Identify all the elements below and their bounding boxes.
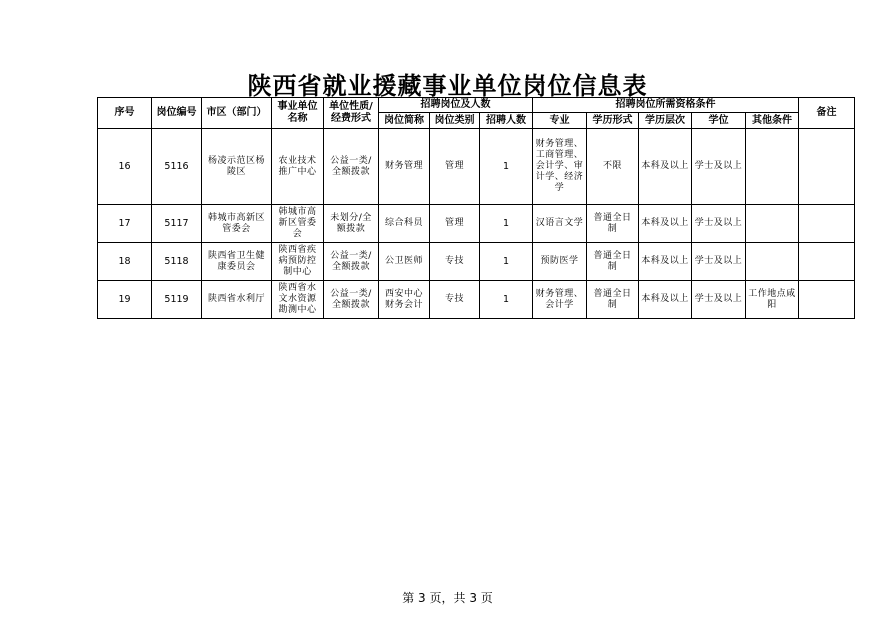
cell-seq: 18	[98, 243, 152, 281]
cell-post-type: 专技	[430, 243, 480, 281]
cell-city: 杨凌示范区杨陵区	[202, 129, 272, 205]
header-edu-form: 学历形式	[587, 113, 639, 129]
cell-post-name: 公卫医师	[379, 243, 430, 281]
cell-other	[746, 129, 799, 205]
cell-seq: 19	[98, 281, 152, 319]
header-degree: 学位	[692, 113, 746, 129]
table-row	[98, 129, 855, 205]
cell-edu-form: 不限	[587, 129, 639, 205]
cell-nature: 公益一类/全额拨款	[324, 129, 379, 205]
cell-count: 1	[480, 281, 533, 319]
cell-count: 1	[480, 129, 533, 205]
cell-major: 财务管理、会计学	[533, 281, 587, 319]
table-row	[98, 281, 855, 319]
cell-edu-form: 普通全日制	[587, 281, 639, 319]
cell-post-name: 西安中心财务会计	[379, 281, 430, 319]
cell-unit: 陕西省疾病预防控制中心	[272, 243, 324, 281]
cell-edu-level: 本科及以上	[639, 281, 692, 319]
cell-count: 1	[480, 205, 533, 243]
cell-unit: 农业技术推广中心	[272, 129, 324, 205]
header-edu-level: 学历层次	[639, 113, 692, 129]
cell-post-type: 管理	[430, 205, 480, 243]
table-row	[98, 205, 855, 243]
cell-remarks	[799, 129, 855, 205]
cell-remarks	[799, 205, 855, 243]
cell-post-type: 管理	[430, 129, 480, 205]
cell-degree: 学士及以上	[692, 129, 746, 205]
cell-post-name: 财务管理	[379, 129, 430, 205]
header-nature: 单位性质/经费形式	[324, 98, 379, 129]
cell-other	[746, 243, 799, 281]
cell-nature: 公益一类/全额拨款	[324, 243, 379, 281]
cell-degree: 学士及以上	[692, 281, 746, 319]
header-row-1	[98, 98, 855, 113]
cell-nature: 未划分/全额拨款	[324, 205, 379, 243]
cell-code: 5117	[152, 205, 202, 243]
page-title: 陕西省就业援藏事业单位岗位信息表	[247, 71, 648, 100]
cell-major: 汉语言文学	[533, 205, 587, 243]
cell-unit: 韩城市高新区管委会	[272, 205, 324, 243]
header-count: 招聘人数	[480, 113, 533, 129]
cell-edu-level: 本科及以上	[639, 129, 692, 205]
cell-city: 陕西省水利厅	[202, 281, 272, 319]
cell-code: 5118	[152, 243, 202, 281]
page-number: 第 3 页，共 3 页	[402, 591, 493, 605]
cell-city: 韩城市高新区管委会	[202, 205, 272, 243]
cell-edu-form: 普通全日制	[587, 243, 639, 281]
cell-edu-level: 本科及以上	[639, 243, 692, 281]
header-post-code: 岗位编号	[152, 98, 202, 129]
cell-city: 陕西省卫生健康委员会	[202, 243, 272, 281]
table-row	[98, 243, 855, 281]
cell-degree: 学士及以上	[692, 243, 746, 281]
job-info-table	[97, 97, 855, 319]
cell-code: 5116	[152, 129, 202, 205]
header-remarks: 备注	[799, 98, 855, 129]
cell-edu-form: 普通全日制	[587, 205, 639, 243]
cell-major: 财务管理、工商管理、会计学、审计学、经济学	[533, 129, 587, 205]
header-group-requirements: 招聘岗位所需资格条件	[533, 98, 799, 113]
header-group-recruit: 招聘岗位及人数	[379, 98, 533, 113]
cell-unit: 陕西省水文水资源勘测中心	[272, 281, 324, 319]
cell-count: 1	[480, 243, 533, 281]
cell-seq: 17	[98, 205, 152, 243]
cell-nature: 公益一类/全额拨款	[324, 281, 379, 319]
cell-remarks	[799, 243, 855, 281]
cell-code: 5119	[152, 281, 202, 319]
cell-post-name: 综合科员	[379, 205, 430, 243]
cell-remarks	[799, 281, 855, 319]
cell-other: 工作地点咸阳	[746, 281, 799, 319]
header-city: 市区（部门）	[202, 98, 272, 129]
header-post-type: 岗位类别	[430, 113, 480, 129]
header-seq: 序号	[98, 98, 152, 129]
cell-post-type: 专技	[430, 281, 480, 319]
header-other: 其他条件	[746, 113, 799, 129]
header-post-name: 岗位简称	[379, 113, 430, 129]
header-major: 专业	[533, 113, 587, 129]
cell-other	[746, 205, 799, 243]
cell-major: 预防医学	[533, 243, 587, 281]
header-unit: 事业单位名称	[272, 98, 324, 129]
cell-edu-level: 本科及以上	[639, 205, 692, 243]
cell-degree: 学士及以上	[692, 205, 746, 243]
cell-seq: 16	[98, 129, 152, 205]
